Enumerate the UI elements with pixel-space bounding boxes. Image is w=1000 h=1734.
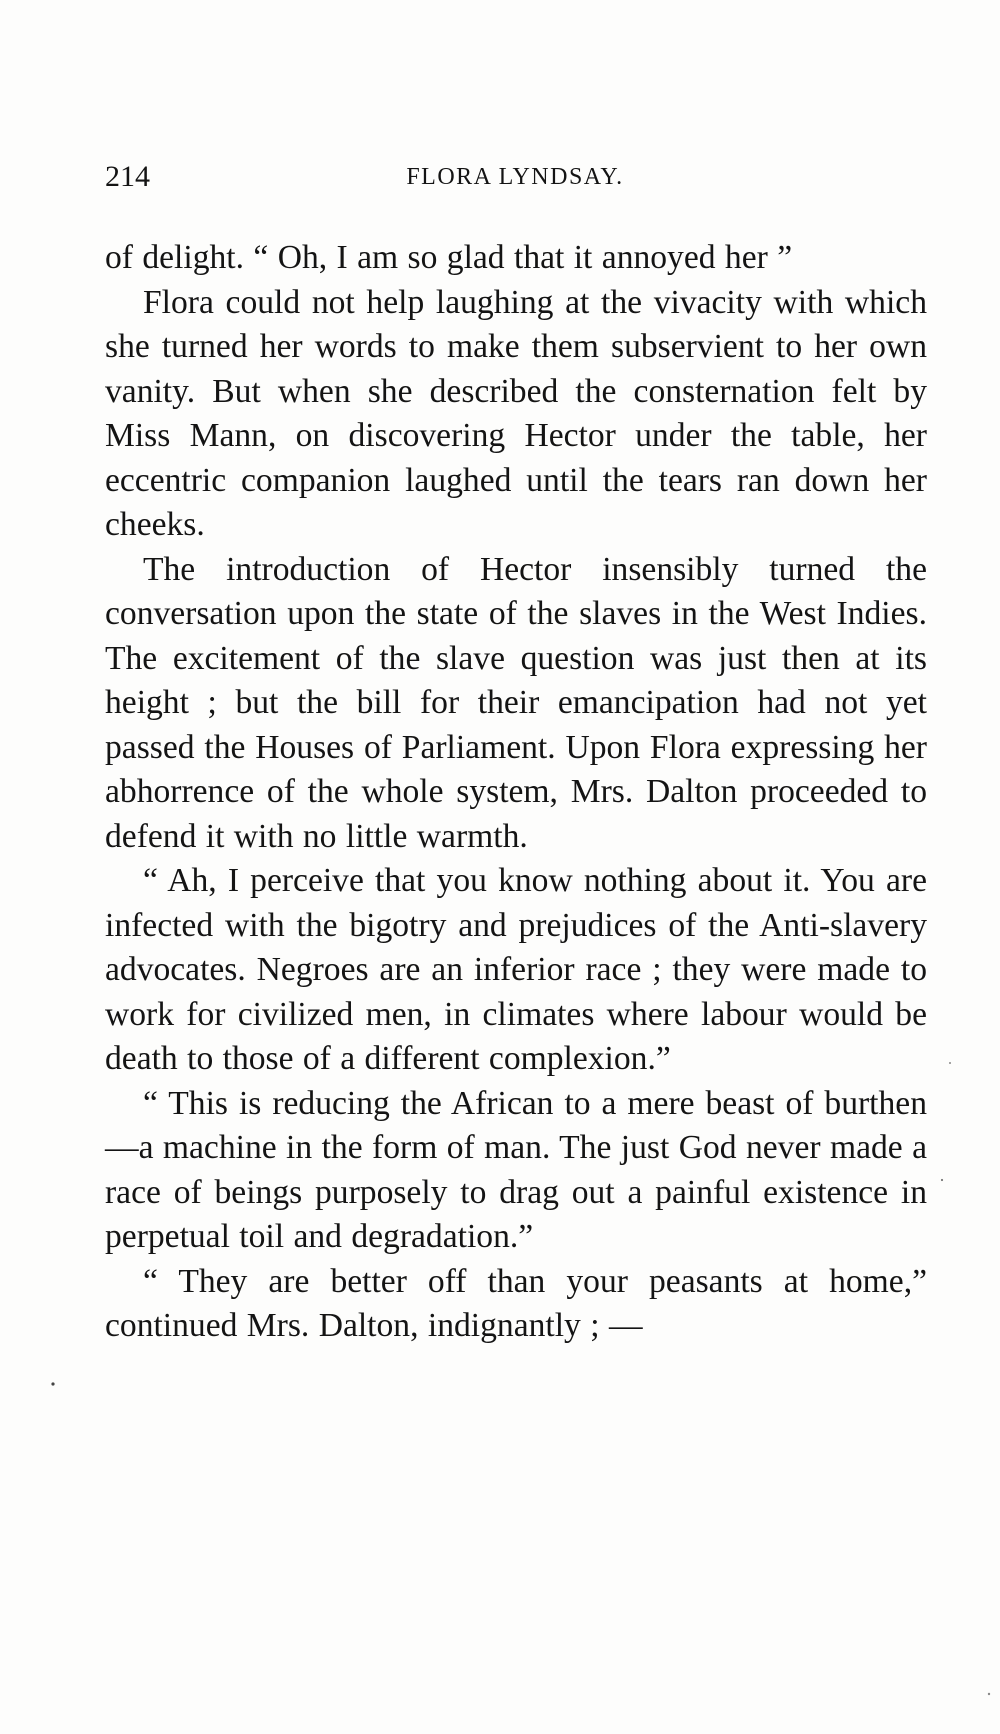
body-text <box>105 236 927 1349</box>
paragraph: “ This is reducing the African to a mere beast of burthen—a machine in the form of man. The just God never made a race of beings purposely to drag out a painful existence in perpetual toil and degradation.” <box>105 1084 927 1255</box>
paragraph: “ Ah, I perceive that you know nothing about it. You are infected with the bigotry and prejudices of the Anti-slavery advocates. Negroes are an inferior race ; they were made to work for civilized men, in climates where labour would be death to those of a different complexion.” <box>105 862 927 1077</box>
paper-speck <box>941 1179 943 1181</box>
paragraph-continuation: of delight. “ Oh, I am so glad that it annoyed her ” <box>105 239 793 276</box>
paper-speck <box>949 1062 951 1064</box>
running-title: FLORA LYNDSAY. <box>406 164 624 190</box>
page-number: 214 <box>105 160 150 193</box>
paper-speck <box>988 1693 990 1695</box>
paragraph: Flora could not help laughing at the vivacity with which she turned her words to make them subservient to her own vanity. But when she described the consternation felt by Miss Mann, on discovering Hector under the table, her eccentric companion laughed until the tears ran down her cheeks. <box>105 283 927 543</box>
paragraph: “ They are better off than your peasants at home,” continued Mrs. Dalton, indignantly ; — <box>105 1262 927 1344</box>
paragraph: The introduction of Hector insensibly turned the conversation upon the state of the slaves in the West Indies. The excitement of the slave question was just then at its height ; but the bill for their emancipation had not yet passed the Houses of Parliament. Upon Flora expressing her abhorrence of the whole system, Mrs. Dalton proceeded to defend it with no little warmth. <box>105 550 927 855</box>
page-header <box>105 160 925 204</box>
paper-speck <box>51 1382 54 1385</box>
